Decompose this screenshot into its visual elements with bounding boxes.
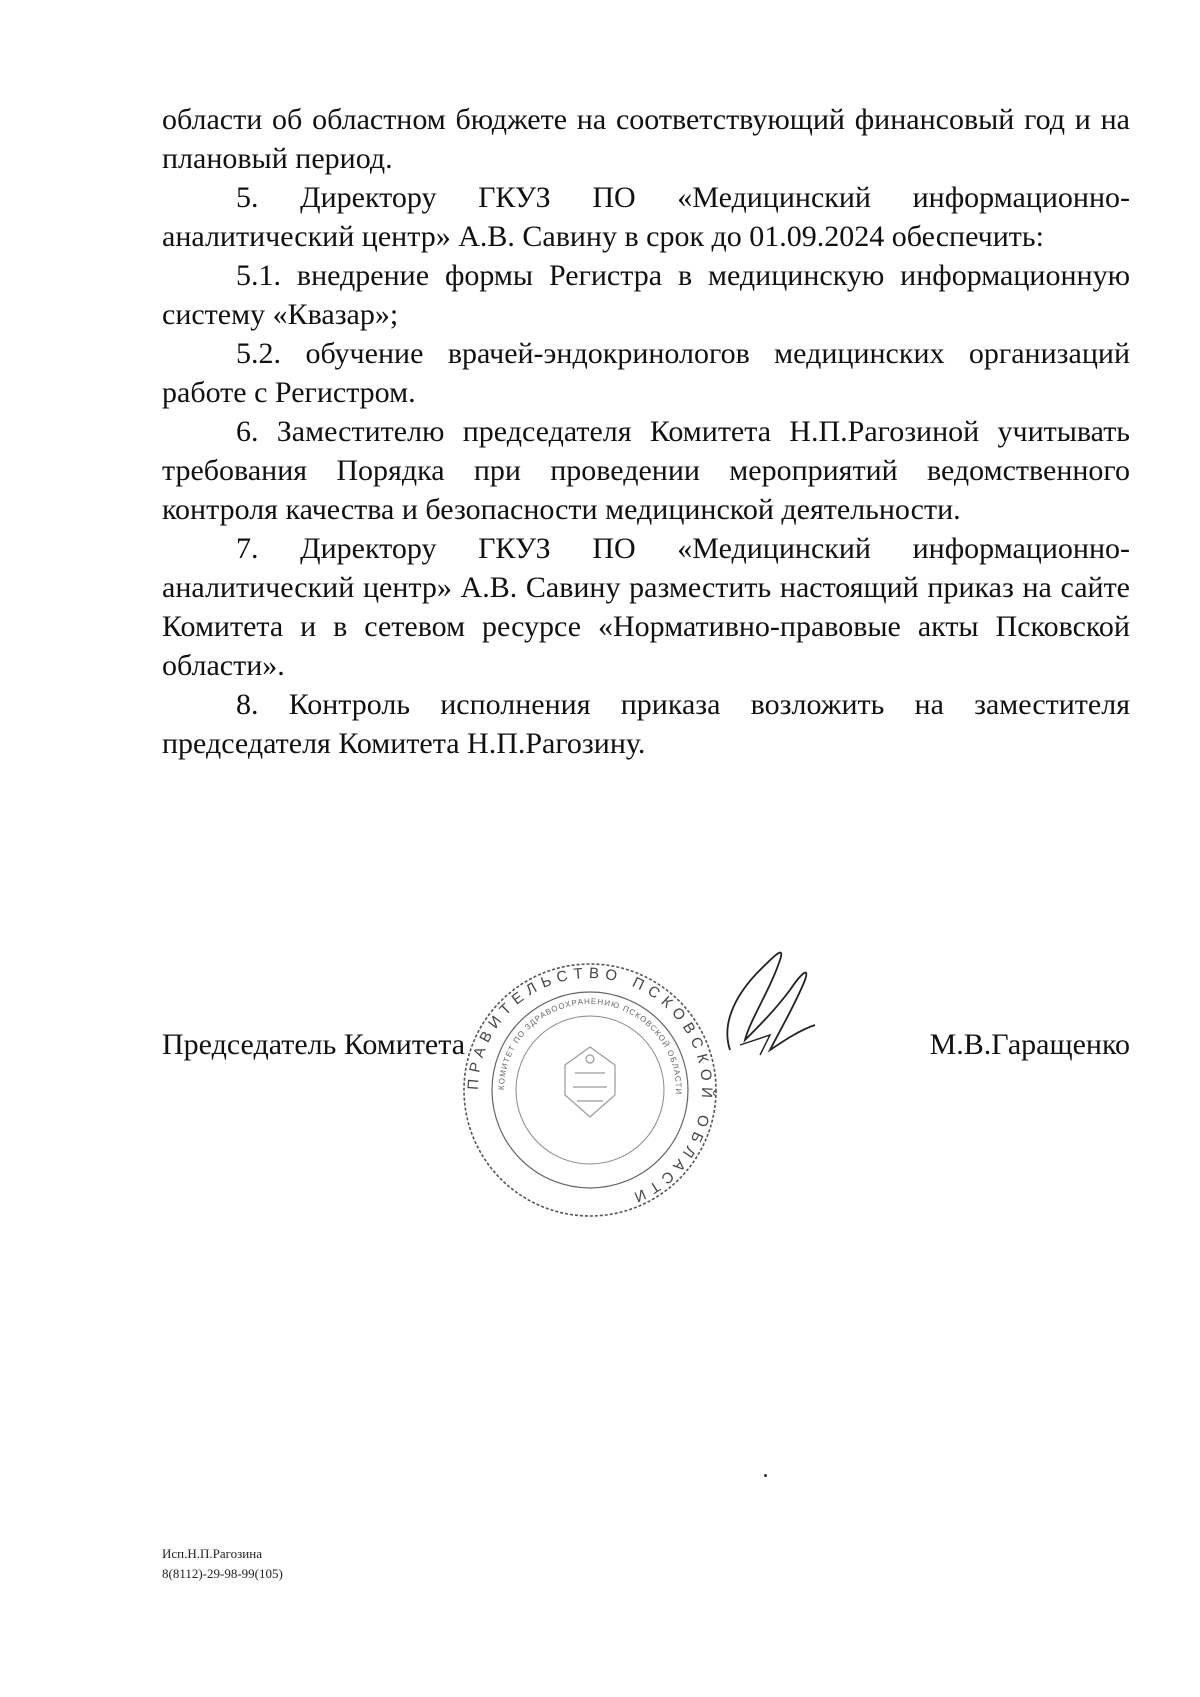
- executor-phone: 8(8112)-29-98-99(105): [162, 1566, 283, 1581]
- paragraph-item-5: 5. Директору ГКУЗ ПО «Медицинский информационно-аналитический центр» А.В. Савину в срок до 01.09.2024 обеспечить:: [162, 181, 1130, 253]
- signatory-name: М.В.Гаращенко: [929, 1028, 1130, 1061]
- executor-footer: [162, 1544, 283, 1584]
- document-body: [162, 100, 1130, 763]
- executor-name: Исп.Н.П.Рагозина: [162, 1546, 262, 1561]
- seal-inner-text: КОМИТЕТ ПО ЗДРАВООХРАНЕНИЮ ПСКОВСКОЙ ОБЛАСТИ: [496, 996, 684, 1096]
- svg-text:КОМИТЕТ ПО ЗДРАВООХРАНЕНИЮ ПСК: [497, 997, 683, 1095]
- seal-outer-text: ПРАВИТЕЛЬСТВО ПСКОВСКОЙ ОБЛАСТИ: [464, 964, 716, 1208]
- official-seal-stamp: [455, 955, 725, 1225]
- paragraph-item-8: 8. Контроль исполнения приказа возложить на заместителя председателя Комитета Н.П.Рагозину.: [162, 688, 1130, 760]
- paragraph-item-5-2: 5.2. обучение врачей-эндокринологов медицинских организаций работе с Регистром.: [162, 337, 1130, 409]
- handwritten-signature: [690, 930, 840, 1080]
- stray-mark: [764, 1474, 767, 1477]
- paragraph-item-7: 7. Директору ГКУЗ ПО «Медицинский информационно-аналитический центр» А.В. Савину разместить настоящий приказ на сайте Комитета и в сетевом ресурсе «Нормативно-правовые акты Псковской области».: [162, 532, 1130, 682]
- paragraph-budget-continuation: области об областном бюджете на соответствующий финансовый год и на плановый период.: [162, 103, 1130, 175]
- signatory-position: Председатель Комитета: [162, 1028, 466, 1061]
- paragraph-item-5-1: 5.1. внедрение формы Регистра в медицинскую информационную систему «Квазар»;: [162, 259, 1130, 331]
- seal-emblem-icon: [565, 1047, 615, 1117]
- paragraph-item-6: 6. Заместителю председателя Комитета Н.П.Рагозиной учитывать требования Порядка при проведении мероприятий ведомственного контроля качества и безопасности медицинской деятельности.: [162, 415, 1130, 526]
